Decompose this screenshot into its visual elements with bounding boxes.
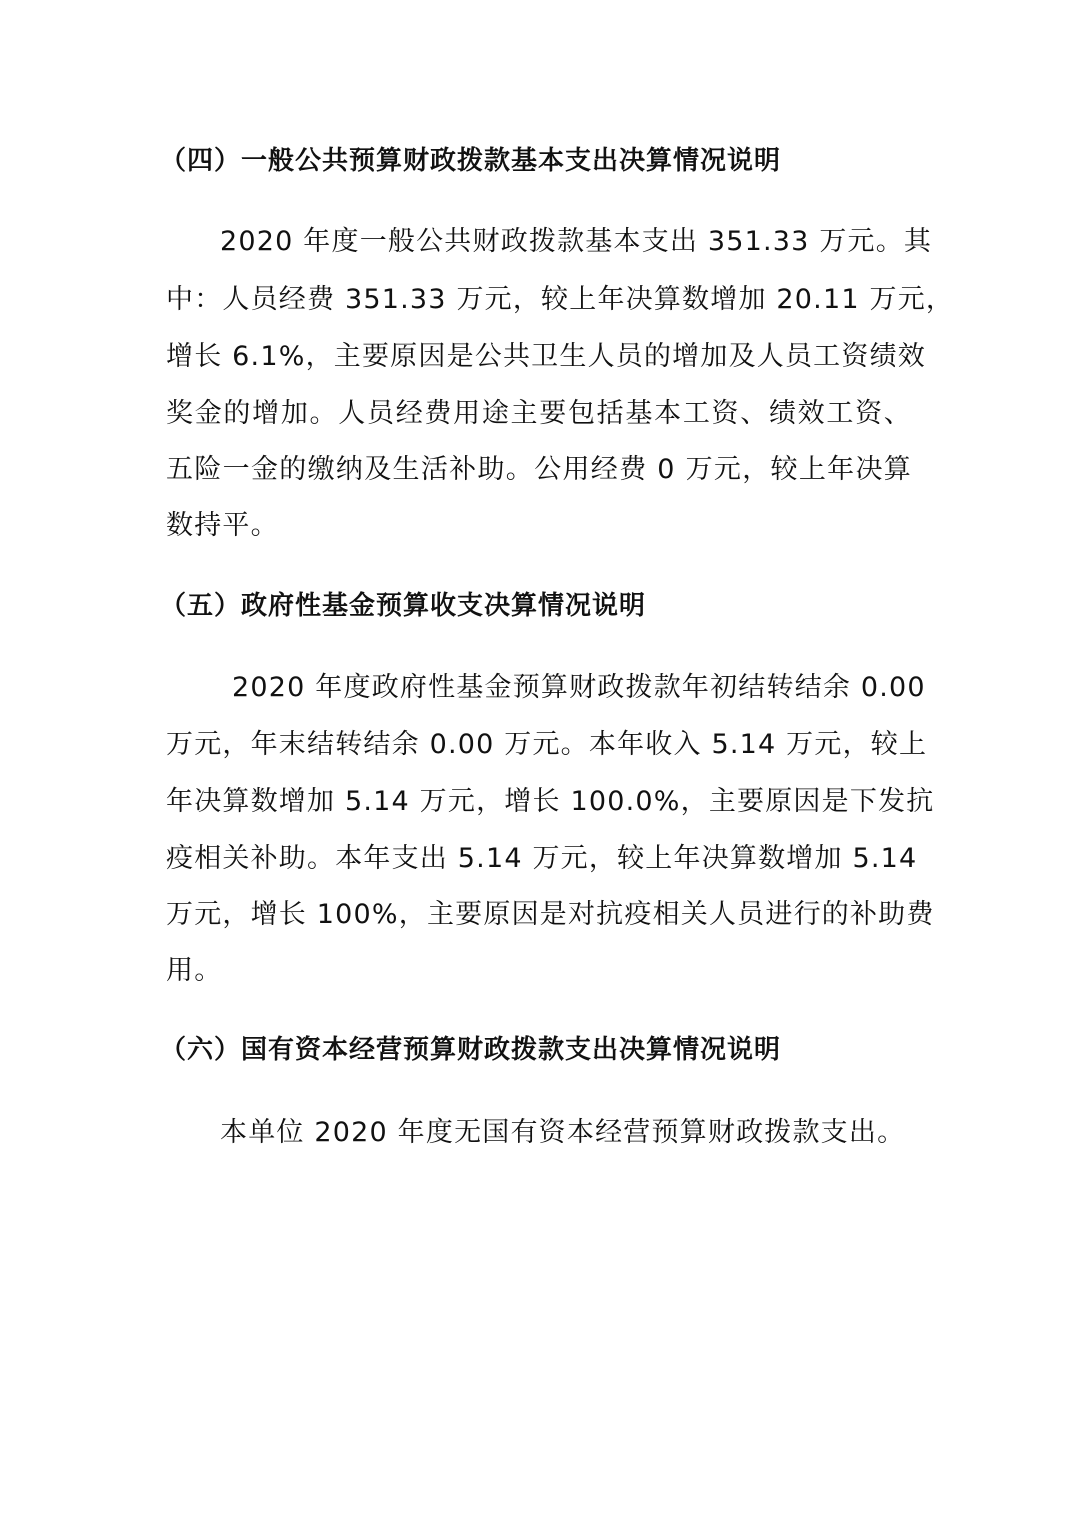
paragraph-line: 中：人员经费 351.33 万元，较上年决算数增加 20.11 万元， xyxy=(166,284,955,315)
paragraph-line: 2020 年度一般公共财政拨款基本支出 351.33 万元。其 xyxy=(220,226,933,257)
paragraph-line: 疫相关补助。本年支出 5.14 万元，较上年决算数增加 5.14 xyxy=(166,843,918,874)
paragraph-line: 万元，年末结转结余 0.00 万元。本年收入 5.14 万元，较上 xyxy=(166,729,928,760)
paragraph-line: 2020 年度政府性基金预算财政拨款年初结转结余 0.00 xyxy=(232,672,926,703)
paragraph-line: 奖金的增加。人员经费用途主要包括基本工资、绩效工资、 xyxy=(166,398,912,429)
section-heading-6: （六）国有资本经营预算财政拨款支出决算情况说明 xyxy=(160,1035,782,1065)
paragraph-line: 增长 6.1%，主要原因是公共卫生人员的增加及人员工资绩效 xyxy=(166,341,926,372)
paragraph-line: 万元，增长 100%，主要原因是对抗疫相关人员进行的补助费 xyxy=(166,899,935,930)
section-heading-5: （五）政府性基金预算收支决算情况说明 xyxy=(160,591,647,621)
paragraph-line: 数持平。 xyxy=(166,510,279,541)
paragraph-line: 用。 xyxy=(166,955,223,986)
section-heading-4: （四）一般公共预算财政拨款基本支出决算情况说明 xyxy=(160,146,782,176)
paragraph-line: 本单位 2020 年度无国有资本经营预算财政拨款支出。 xyxy=(220,1117,906,1148)
paragraph-line: 五险一金的缴纳及生活补助。公用经费 0 万元，较上年决算 xyxy=(166,454,912,485)
paragraph-line: 年决算数增加 5.14 万元，增长 100.0%，主要原因是下发抗 xyxy=(166,786,935,817)
